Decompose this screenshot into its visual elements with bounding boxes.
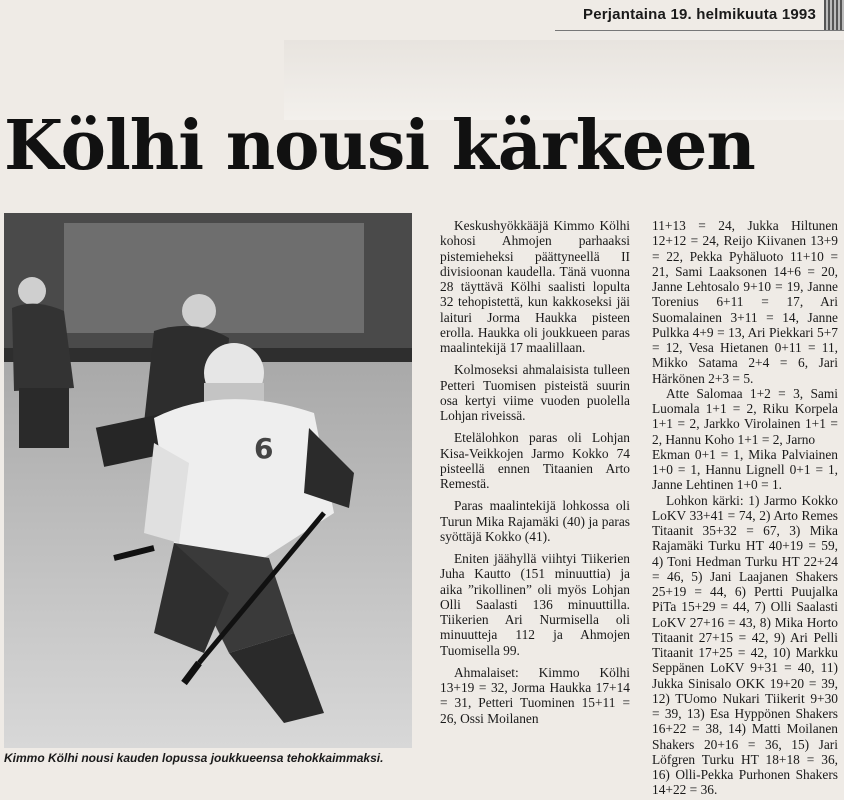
publication-date: Perjantaina 19. helmikuuta 1993 bbox=[583, 6, 816, 23]
paragraph: Eniten jäähyllä viihtyi Tiikerien Juha Kautto (151 minuuttia) ja aika ”rikollinen” oli myös Lohjan Olli Saalasti 136 minuuttilla. Tiikerien Ari Nurmisella oli minuutteja 112 ja Ahmojen Tuomisella 99. bbox=[440, 551, 630, 658]
paragraph: Ekman 0+1 = 1, Mika Palviainen 1+0 = 1, Hannu Lignell 0+1 = 1, Janne Lehtinen 1+0 = 1. bbox=[652, 446, 838, 493]
page-edge-strip bbox=[824, 0, 844, 30]
article-column-1 bbox=[440, 218, 630, 726]
paragraph: Kolmoseksi ahmalaisista tulleen Petteri Tuomisen pisteistä suurin osa kertyi viime vuoden puolella Lohjan riveissä. bbox=[440, 362, 630, 423]
header-rule bbox=[555, 30, 844, 31]
paragraph: Etelälohkon paras oli Lohjan Kisa-Veikkojen Jarmo Kokko 74 pisteellä ennen Titaanien Arto Remestä. bbox=[440, 430, 630, 491]
article-column-2 bbox=[652, 218, 838, 798]
headline: Kölhi nousi kärkeen bbox=[4, 106, 755, 186]
photo-caption: Kimmo Kölhi nousi kauden lopussa joukkueensa tehokkaimmaksi. bbox=[4, 751, 384, 765]
paragraph: Atte Salomaa 1+2 = 3, Sami Luomala 1+1 = 2, Riku Korpela 1+1 = 2, Jarkko Virolainen 1+1 = 2, Hannu Koho 1+1 = 2, Jarno bbox=[652, 385, 838, 447]
paragraph: Paras maalintekijä lohkossa oli Turun Mika Rajamäki (40) ja paras syöttäjä Kokko (41). bbox=[440, 498, 630, 544]
hockey-player-photo bbox=[4, 213, 412, 748]
photo-illustration bbox=[4, 213, 412, 748]
paragraph: Ahmalaiset: Kimmo Kölhi 13+19 = 32, Jorma Haukka 17+14 = 31, Petteri Tuominen 15+11 = 26, Ossi Moilanen bbox=[440, 664, 630, 726]
paragraph: Keskushyökkääjä Kimmo Kölhi kohosi Ahmojen parhaaksi pistemieheksi päättyneellä II divisioonan kaudella. Tänä vuonna 28 täyttävä Kölhi saalisti lopulta 32 tehopistettä, kun kakkoseksi jäi laituri Jorma Haukka pisteen erolla. Haukka oli joukkueen paras maalintekijä 17 maalillaan. bbox=[440, 218, 630, 355]
paragraph: Lohkon kärki: 1) Jarmo Kokko LoKV 33+41 = 74, 2) Arto Remes Titaanit 35+32 = 67, 3) Mika Rajamäki Turku HT 40+19 = 59, 4) Toni Hedman Turku HT 22+24 = 46, 5) Jani Laajanen Shakers 25+19 = 44, 6) Pertti Puujalka PiTa 15+29 = 44, 7) Olli Saalasti LoKV 27+16 = 43, 8) Mika Horto Titaanit 27+15 = 42, 9) Ari Pelli Titaanit 17+25 = 42, 10) Markku Seppänen LoKV 9+31 = 40, 11) Jukka Sinisalo OKK 19+20 = 39, 12) TUomo Nukari Tiikerit 9+30 = 39, 13) Esa Hyppönen Shakers 16+22 = 38, 14) Matti Moilanen Shakers 20+16 = 36, 15) Jari Löfgren Turku HT 18+18 = 36, 16) Olli-Pekka Purhonen Shakers 14+22 = 36. bbox=[652, 492, 838, 798]
svg-text:6: 6 bbox=[254, 432, 274, 465]
paragraph: 11+13 = 24, Jukka Hiltunen 12+12 = 24, Reijo Kiivanen 13+9 = 22, Pekka Pyhäluoto 11+10 = 21, Sami Laaksonen 14+6 = 20, Janne Lehtosalo 9+10 = 19, Janne Torenius 6+11 = 17, Ari Suomalainen 3+11 = 14, Janne Pulkka 4+9 = 13, Ari Piekkari 5+7 = 12, Vesa Hietanen 0+11 = 11, Mikko Satama 2+4 = 6, Jari Härkönen 2+3 = 5. bbox=[652, 218, 838, 386]
